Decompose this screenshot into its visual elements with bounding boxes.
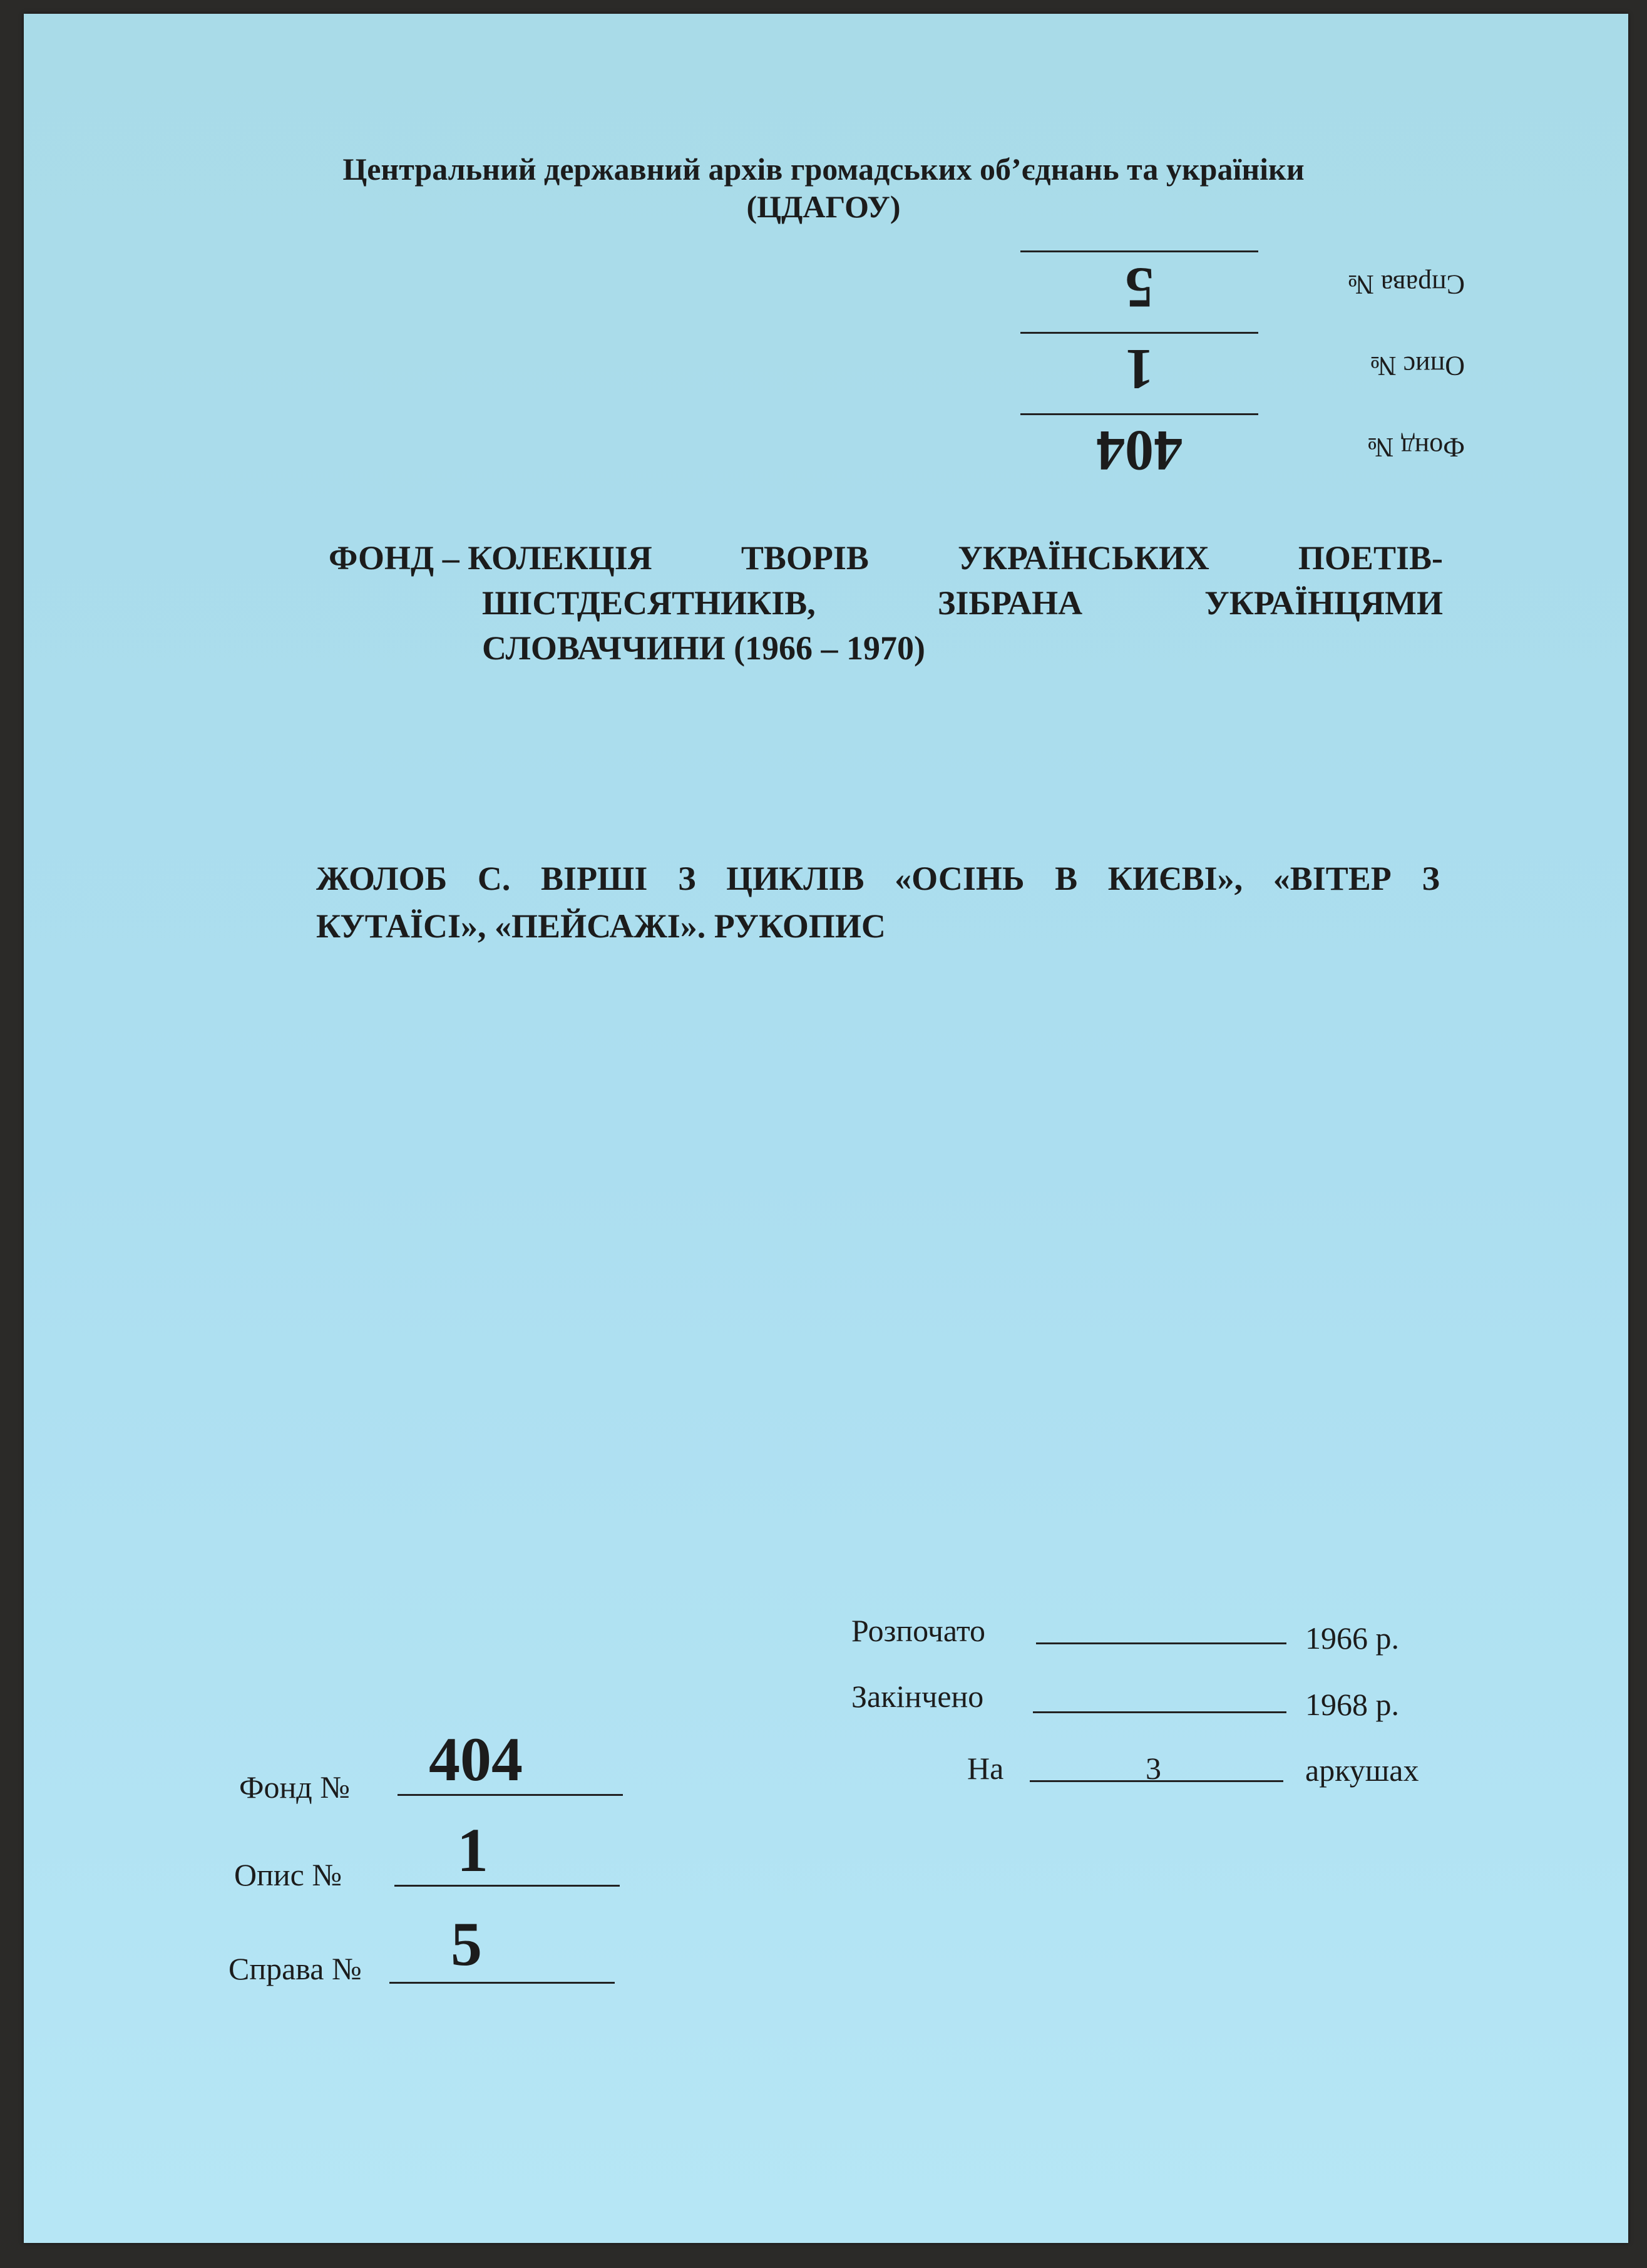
finished-line [1033, 1700, 1286, 1713]
on-label: На [967, 1751, 1004, 1786]
flipped-sprava-label: Справа № [1347, 269, 1465, 300]
fond-heading-word: ЗІБРАНА [937, 584, 1083, 622]
case-title-word: ЦИКЛІВ [726, 860, 865, 897]
case-title-word: З [1422, 860, 1440, 897]
fond-heading-line-2 [482, 580, 1443, 626]
case-title [316, 855, 1440, 950]
case-title-word: КИЄВІ», [1107, 860, 1243, 897]
fond-heading [329, 535, 1443, 671]
flipped-opys-value: 1 [1125, 338, 1154, 401]
case-title-line-1 [316, 855, 1440, 902]
started-line [1036, 1631, 1286, 1644]
case-title-line-2: КУТАЇСІ», «ПЕЙСАЖІ». РУКОПИС [316, 907, 886, 945]
fond-heading-word: УКРАЇНСЬКИХ [958, 539, 1209, 577]
sheets-line [1030, 1769, 1283, 1782]
sheets-label: аркушах [1305, 1753, 1419, 1788]
case-title-word: ВІРШІ [541, 860, 648, 897]
flipped-opys-row [1014, 332, 1465, 401]
fond-line [398, 1794, 623, 1796]
flipped-fond-label: Фонд № [1367, 432, 1465, 463]
started-value: 1966 р. [1305, 1621, 1399, 1656]
fond-heading-line-3: СЛОВАЧЧИНИ (1966 – 1970) [482, 629, 926, 667]
bottom-references [225, 1724, 639, 2016]
archive-name: Центральний державний архів громадських об’єднань та україніки [342, 152, 1305, 187]
flipped-fond-row [1014, 413, 1465, 482]
fond-heading-word: ФОНД – КОЛЕКЦІЯ [329, 539, 652, 577]
fond-heading-word: ПОЕТІВ- [1298, 539, 1443, 577]
fond-heading-word: УКРАЇНЦЯМИ [1204, 584, 1443, 622]
flipped-sprava-value: 5 [1125, 256, 1154, 320]
fond-heading-line-1 [329, 535, 1443, 580]
case-title-word: З [677, 860, 696, 897]
flipped-opys-label: Опис № [1370, 351, 1465, 381]
case-title-word: С. [477, 860, 511, 897]
finished-label: Закінчено [851, 1679, 984, 1714]
case-title-word: «ВІТЕР [1273, 860, 1392, 897]
upside-down-references [1014, 250, 1465, 482]
opys-label: Опис № [234, 1857, 342, 1892]
case-title-word: «ОСІНЬ [895, 860, 1025, 897]
case-title-word: ЖОЛОБ [316, 860, 448, 897]
flipped-sprava-row [1014, 250, 1465, 319]
sprava-value: 5 [451, 1909, 482, 1979]
fond-label: Фонд № [239, 1770, 350, 1805]
started-label: Розпочато [851, 1613, 986, 1648]
finished-value: 1968 р. [1305, 1687, 1399, 1722]
fond-value: 404 [429, 1724, 523, 1794]
flipped-fond-line [1020, 413, 1258, 415]
case-title-word: В [1055, 860, 1078, 897]
archive-abbreviation: (ЦДАГОУ) [746, 189, 901, 224]
flipped-sprava-line [1020, 250, 1258, 252]
opys-value: 1 [457, 1815, 488, 1885]
sprava-line [389, 1982, 615, 1984]
flipped-fond-value: 404 [1096, 419, 1183, 483]
fond-heading-word: ШІСТДЕСЯТНИКІВ, [482, 584, 816, 622]
fond-heading-word: ТВОРІВ [741, 539, 869, 577]
flipped-opys-line [1020, 332, 1258, 334]
sheets-value: 3 [1146, 1751, 1161, 1786]
dates-block [851, 1600, 1452, 1813]
opys-line [394, 1885, 620, 1887]
sprava-label: Справа № [228, 1951, 362, 1986]
